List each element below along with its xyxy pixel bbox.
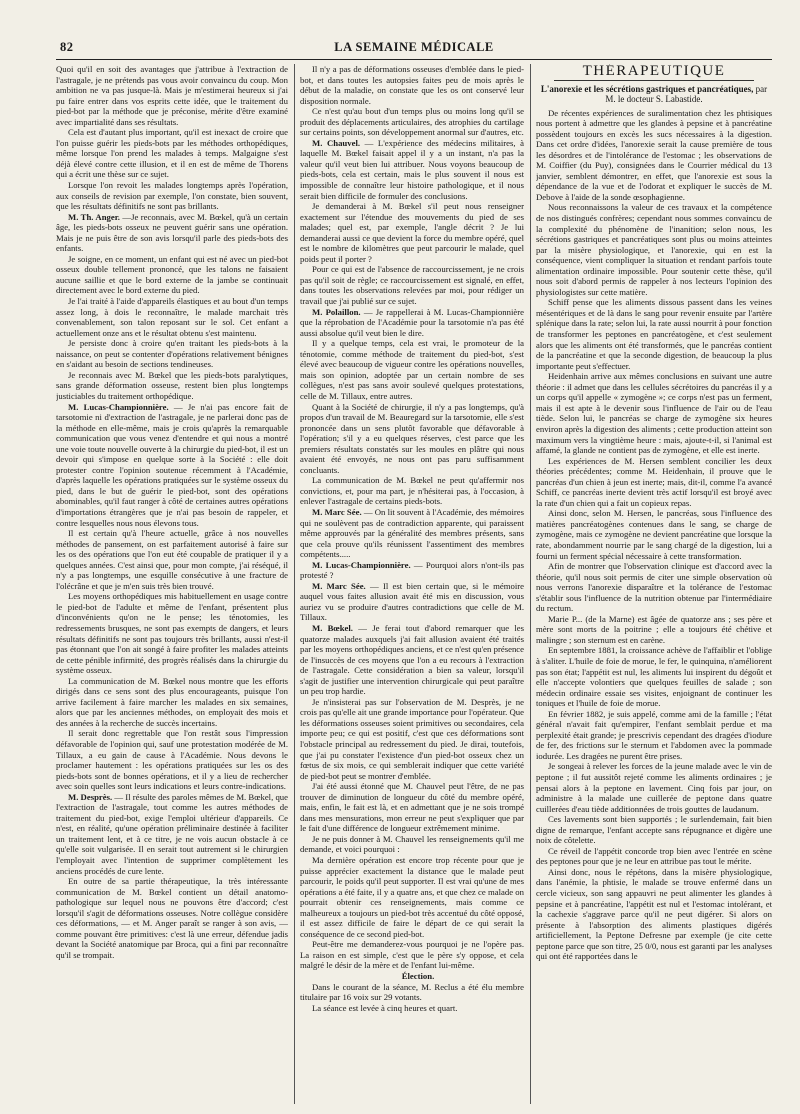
header-rule [56,59,772,60]
article-body [536,108,772,962]
paragraph [56,528,288,591]
paragraph-text: Je demanderai à M. Bœkel s'il peut nous renseigner exactement sur l'étendue des mouvements du pied de ses malades; quel est, par exemple, l'angle décrit ? Je lui demanderai aussi ce que devient la force du membre opéré, quel est le nombre de kilomètres que peut parcourir le malade, quel poids peut il porter ? [300,201,524,264]
speaker-name: M. Desprès. [68,791,113,802]
column-divider-2 [530,64,531,1104]
paragraph [56,127,288,180]
paragraph-text: Il est certain qu'à l'heure actuelle, grâce à nos nouvelles méthodes de pansement, on est parfaitement autorisé à faire sur les os des opérations que l'on eut été coupable de pratiquer il y a quelques années. C'est ainsi que, pour mon compte, j'ai réséqué, il n'y a pas longtemps, une esquille consécutive à une fracture de l'olécrâne et que je m'en suis très bien trouvé. [56,528,288,591]
paragraph [536,561,772,614]
paragraph-text: Il serait donc regrettable que l'on restât sous l'impression défavorable de l'opinion qui, sauf une protestation modérée de M. Tillaux, a eu gain de cause à l'Académie. Nous devons le proclamer hautement : les opérations pratiquées sur les os des pieds-bots sont de bonnes opérations, et il y a lieu de rechercher avec soin quelles sont leurs indications et leurs contre-indications. [56,728,288,792]
paragraph [56,180,288,212]
paragraph [56,296,288,338]
paragraph [300,581,524,623]
article-title-text: L'anorexie et les sécrétions gastriques et pancréatiques, [540,83,754,94]
section-rule [554,80,754,81]
speaker-name: M. Lucas-Championnière. [312,559,411,570]
paragraph-text: Ainsi donc, nous le répétons, dans la misère physiologique, dans l'anémie, la phtisie, le malade se trouve enfermé dans un cercle vicieux, son sang appauvri ne peut alimenter les glandes à pepsine et à pancréatine, l'appétit est nul et l'estomac intolérant, et la cachexie s'aggrave parce qu'il ne peut digérer. Si alors on présente à l'absorption des aliments plastiques digérés artificiellement, la Peptone Defresne par exemple (je cite cette peptone parce que son titre, 25 0/0, nous est garanti par les analyses qui ont été rapportées dans le [536,866,772,962]
paragraph [300,475,524,507]
paragraph [56,728,288,791]
paragraph-text: Les moyens orthopédiques mis habituellement en usage contre le pied-bot de l'adulte et même de l'enfant, présentent plus d'inconvénients qu'on ne le pense; les ténotomies, les redressements brusques, ne sont pas exempts de dangers, et leurs résultats définitifs ne sont pas toujours très brillants, aussi n'est-il pas étonnant que l'on ait songé à faire profiter les malades atteints de cette pénible infirmité, des progrès réalisés dans la chirurgie du système osseux. [56,591,288,676]
paragraph-text: Quant à la Société de chirurgie, il n'y a pas longtemps, qu'à propos d'un travail de M. Beauregard sur la tarsotomie, elle s'est prononcée dans un sens plutôt favorable que défavorable à l'opération; s'il y a eu quelques réserves, c'est parce que les premiers résultats constatés sur les moules en plâtre qui nous avaient été envoyés, ne nous ont pas paru suffisamment concluants. [300,401,524,475]
paragraph [56,338,288,370]
paragraph-text: — Il résulte des paroles mêmes de M. Bœkel, que l'extraction de l'astragale, tout comme les autres méthodes de traitement du pied-bot, exige l'emploi ultérieur d'appareils. Ce n'est, en réalité, qu'une opération préliminaire destinée à faciliter un traitement lent, et à ce titre, je ne vois aucun obstacle à ce qu'elle soit vulgarisée. Il en serait tout autrement si le chirurgien l'employait avec l'intention de supprimer complètement les anciens procédés de cure lente. [56,791,288,876]
paragraph [56,876,288,960]
article-author: par M. le docteur S. Labastide. [605,83,768,105]
paragraph [536,867,772,962]
paragraph-text: Il y a quelque temps, cela est vrai, le promoteur de la ténotomie, comme méthode de traitement du pied-bot, s'est élevé avec beaucoup de vigueur contre les opérations nouvelles, mais son opinion, adoptée par un certain nombre de ses collègues, n'est pas sans avoir soulevé quelques protestations, celle de M. Tillaux, entre autres. [300,338,524,401]
speaker-name: M. Marc Sée. [312,580,366,591]
paragraph [56,792,288,876]
paragraph [300,982,524,1003]
paragraph-text: Je songeai à relever les forces de la jeune malade avec le vin de peptone ; il fut aussitôt rejeté comme les aliments ordinaires ; je pensai alors à la peptone en lavement. Cinq fois par jour, on administre à la malade une cuillerée de peptone dans quatre cuillerées d'eau tiède additionnées de trois gouttes de laudanum. [536,761,772,814]
paragraph-text: La communication de M. Bœkel ne peut qu'affermir nos convictions, et, pour ma part, je n'hésiterai pas, à l'occasion, à enlever l'astragale de certains pieds-bots. [300,475,524,507]
paragraph-text: Peut-être me demanderez-vous pourquoi je ne l'opère pas. La raison en est simple, c'est que le père s'y oppose, et cela malgré le désir de la mère et de l'enfant lui-même. [300,939,524,971]
paragraph-text: — L'expérience des médecins militaires, à laquelle M. Bœkel faisait appel il y a un instant, n'a pas la valeur qu'il veut bien lui attribuer. Nous voyons beaucoup de pieds-bots, cela est certain, mais le plus souvent il nous est impossible de connaître leur histoire pathologique, et il nous serait bien difficile de formuler des conclusions. [300,137,524,201]
paragraph-text: Pour ce qui est de l'absence de raccourcissement, je ne crois pas qu'il soit de règle; ce raccourcissement est signalé, en effet, dans toutes les observations relevées par moi, pour rédiger un travail que j'ai publié sur ce sujet. [300,264,524,307]
paragraph-text: Je reconnais avec M. Bœkel que les pieds-bots paralytiques, sans grande déformation osseuse, restent bien plus longtemps justiciables du traitement orthopédique. [56,369,288,401]
paragraph [536,846,772,867]
running-head [56,40,772,58]
paragraph [300,834,524,855]
paragraph [536,645,772,708]
column-middle [300,64,524,1104]
paragraph-text: Dans le courant de la séance, M. Reclus a été élu membre titulaire par 16 voix sur 29 votants. [300,981,524,1003]
paragraph-text: Lorsque l'on revoit les malades longtemps après l'opération, aux conseils de revision par exemple, l'on constate, bien souvent, que les résultats définitifs ne sont pas brillants. [56,180,288,212]
paragraph [56,254,288,296]
article-title [536,84,772,105]
paragraph [300,138,524,201]
paragraph-text: Cela est d'autant plus important, qu'il est inexact de croire que l'on puisse guérir les pieds-bots par les méthodes orthopédiques, même lorsque l'on prend les malades à temps. Malgaigne s'est déjà élevé contre cette illusion, et il en est de même de Thorens qui a écrit une thèse sur ce sujet. [56,127,288,180]
paragraph [536,202,772,297]
paragraph [56,676,288,729]
column-right [536,64,772,1104]
paragraph [536,297,772,371]
paragraph-text: Je ne puis donner à M. Chauvel les renseignements qu'il me demande, et voici pourquoi : [300,833,524,855]
paragraph [300,402,524,476]
paragraph-text: — On lit souvent à l'Académie, des mémoires qui ne soulèvent pas de contradiction apparente, qui paraissent même approuvés par la généralité des membres présents, sans que cela prouve qu'ils réunissent l'assentiment des membres compétents..... [300,506,524,560]
paragraph [300,1003,524,1014]
paragraph [300,338,524,401]
paragraph [300,64,524,106]
paragraph-text: — Je n'ai pas encore fait de tarsotomie ni d'extraction de l'astragale, je ne parlerai donc pas de la méthode en elle-même, mais je crois qu'après la remarquable communication que vous venez d'entendre et qui nous a montré une voie toute nouvelle ouverte à la chirurgie du pied-bot, il est un devoir qui s'impose en quelque sorte à la Société : elle doit protester contre l'opinion soutenue récemment à l'Académie, d'après laquelle les opérations pratiquées sur le système osseux du pied, dans le but de guérir le pied-bot, sont des opérations abominables, qu'il faut ranger à côté de certaines autres opérations d'importations étrangères que je n'ai pas besoin de rappeler, et contre lesquelles nous nous élevons tous. [56,401,288,528]
column-left [56,64,288,1104]
journal-title: LA SEMAINE MÉDICALE [334,40,494,54]
paragraph [300,781,524,834]
paragraph [536,508,772,561]
paragraph [300,507,524,560]
speaker-name: M. Polaillon. [312,306,361,317]
paragraph-text: La séance est levée à cinq heures et quart. [312,1002,458,1013]
paragraph-text: Nous reconnaissons la valeur de ces travaux et la compétence de nos distingués confrères; cependant nous sommes convaincu de la complexité du phénomène de l'inanition; selon nous, les sécrétions gastriques et pancréatiques sont plus ou moins atteintes par la misère physiologique, et l'anorexie, qui en est la conséquence, vient compliquer la situation et rendant parfois toute alimentation ordinaire impossible. Pour soutenir cette thèse, qu'il nous soit d'abord permis de rappeler à nos lecteurs l'opinion des physiologistes sur cette matière. [536,202,772,297]
paragraph-text: Je soigne, en ce moment, un enfant qui est né avec un pied-bot osseux double tellement prononcé, que les talons ne faisaient aucune saillie et que le bord externe de la jambe se continuait directement avec le bord externe du pied. [56,253,288,296]
paragraph [300,623,524,697]
speaker-name: M. Bœkel. [312,622,353,633]
paragraph [536,709,772,762]
paragraph-text: Je persiste donc à croire qu'en traitant les pieds-bots à la naissance, on peut se contenter d'opérations relativement bénignes en s'aidant au besoin de sections tendineuses. [56,338,288,370]
speaker-name: M. Lucas-Championnière. [68,401,169,412]
paragraph-text: Ainsi donc, selon M. Hersen, le pancréas, sous l'influence des matières pancréatogènes contenues dans le sang, se charge de zymogène, mais ce zymogène ne devient pancréatine que lorsque la rate, abondamment nourrie par le sang chargé de la digestion, lui a fourni un ferment spécial nécessaire à cette transformation. [536,508,772,561]
paragraph [536,814,772,846]
paragraph-text: En février 1882, je suis appelé, comme ami de la famille ; l'état général n'avait fait qu'empirer, l'enfant semblait perdue et ma perplexité était grande; je prescrivis cependant des dragées d'iodure de fer, des frictions sur le sternum et l'abdomen avec la pommade iodurée. Les dragées ne purent être prises. [536,708,772,761]
column-divider-1 [294,64,295,1104]
paragraph-text: Heidenhain arrive aux mêmes conclusions en suivant une autre théorie : il admet que dans les cellules sécrétoires du pancréas il y a un corps qu'il appelle « zymogène »; ce corps n'est pas un ferment, mais il est apte à le devenir sous l'influence de l'air ou de l'eau tiède. Selon lui, le pancréas se charge de zymogène six heures environ après la digestion des aliments ; cette production atteint son maximum vers la vingtième heure : mais, ajoute-t-il, si l'animal est affamé, la glande ne contient pas de zymogène, et elle est inerte. [536,371,772,456]
paragraph [300,560,524,581]
paragraph-text: Je n'insisterai pas sur l'observation de M. Desprès, je ne crois pas qu'elle ait une grande importance pour l'opérateur. Que les déformations osseuses soient primitives ou secondaires, cela importe peu; ce qui est positif, c'est que ces déformations sont l'obstacle principal au redressement du pied. Je dirai, toutefois, que j'ai pu constater l'existence d'un pied-bot osseux chez un fœtus de six mois, ce qui semblerait indiquer que cette variété de pied-bot peut se montrer d'emblée. [300,696,524,781]
paragraph-text: En septembre 1881, la croissance achève de l'affaiblir et l'oblige à s'aliter. L'huile de foie de morue, le fer, le quinquina, n'améliorent pas son état; l'appétit est nul, les aliments lui inspirent du dégoût et elle n'accepte volontiers que quelques feuilles de salade ; son médecin ordinaire essaie ses visites, enjoignant de continuer les toniques et l'huile de foie de morue. [536,645,772,709]
paragraph-text: Les expériences de M. Hersen semblent concilier les deux théories précédentes; comme M. Heidenhain, il prouve que le pancréas d'un chien à jeun est inerte; mais, dit-il, comme l'a avancé Schiff, ce pancréas inerte devient très actif lorsqu'il est broyé avec la rate d'un chien qui a fait un copieux repas. [536,455,772,508]
speaker-name: M. Chauvel. [312,137,361,148]
paragraph [300,264,524,306]
paragraph-text: —Je reconnais, avec M. Bœkel, qu'à un certain âge, les pieds-bots osseux ne peuvent guérir sans une opération. Mais je ne puis être de son avis lorsqu'il parle des pieds-bots des enfants. [56,211,288,254]
paragraph [56,64,288,127]
paragraph-text: Ce n'est qu'au bout d'un temps plus ou moins long qu'il se produit des déplacements articulaires, des atrophies du cartilage sur certains points, son développement anormal sur d'autres, etc. [300,106,524,138]
paragraph-text: — Je ferai tout d'abord remarquer que les quatorze malades auxquels j'ai fait allusion avaient été traités par les moyens orthopédiques anciens, et ce n'est qu'en présence de l'insuccès de ces moyens que l'on a eu recours à l'extraction de l'astragale. Cette considération a bien sa valeur, lorsqu'il s'agit de justifier une intervention chirurgicale qui peut paraître un peu trop hardie. [300,622,524,697]
paragraph [56,402,288,529]
paragraph [300,201,524,264]
paragraph-text: — Pourquoi alors n'ont-ils pas protesté ? [300,559,524,581]
paragraph [56,370,288,402]
paragraph-text: J'ai été aussi étonné que M. Chauvel peut l'être, de ne pas trouver de diminution de longueur du côté du membre opéré, mais, enfin, le fait est là, et en admettant que je ne sois trompé dans mes mensurations, mon erreur ne peut s'expliquer que par le fait d'une différence de longueur extrêmement minime. [300,781,524,834]
paragraph [300,106,524,138]
paragraph-text: Schiff pense que les aliments dissous passent dans les veines mésentériques et de là dans le sang pour revenir ensuite par l'artère splénique dans la rate; selon lui, la rate aussi nourrit à pour fonction de transformer les peptones en pancréatogène, et c'est seulement alors que les aliments ont été transformés, que le pancréas contient de la pancréatine et que la seconde digestion, de beaucoup la plus importante peut s'effectuer. [536,297,772,371]
paragraph-text: Marie P... (de la Marne) est âgée de quatorze ans ; ses père et mère sont morts de la poitrine ; elle a toujours été chétive et malingre ; son sternum est en carène. [536,613,772,645]
paragraph [536,761,772,814]
paragraph-text: Quoi qu'il en soit des avantages que j'attribue à l'extraction de l'astragale, je ne prétends pas vous avoir convaincu du coup. Mon ambition ne va pas jusque-là. Mais je m'estimerai heureux si j'ai pu faire entrer dans vos esprits cette idée, que le traitement du pied-bot par la méthode que je préconise, mérite d'être examiné avec impartialité dans ses résultats. [56,64,288,127]
paragraph-text: La communication de M. Bœkel nous montre que les efforts dirigés dans ce sens sont des plus encourageants, puisque l'on arrive facilement à faire marcher les malades en six semaines, alors que par les anciennes méthodes, on employait des mois et des années à la recherche de succès incertains. [56,675,288,728]
paragraph [536,371,772,455]
paragraph-text: — Il est bien certain que, si le mémoire auquel vous faites allusion avait été mis en discussion, vous auriez vu se produire d'autres contradictions que celle de M. Tillaux. [300,580,524,623]
paragraph-text: De récentes expériences de suralimentation chez les phtisiques nous portent à admettre que les glandes à pepsine et à pancréatine possèdent toujours en excès les sucs nécessaires à la digestion. Dans cet ordre d'idées, l'anorexie serait la cause première de tous les désordres et de l'intolérance de l'estomac ; les observations de M. Coiffier (du Puy), consignées dans le Courrier médical du 13 janvier, semblent démontrer, en effet, que l'anorexie est sous la dépendance de la vue et de l'odorat et expliquer le succès de M. Debove à l'aide de la sonde œsophagienne. [536,107,772,202]
paragraph [536,614,772,646]
paragraph [300,307,524,339]
section-title: THÉRAPEUTIQUE [582,64,726,79]
paragraph [56,212,288,254]
paragraph [56,591,288,675]
paragraph-text: Ces lavements sont bien supportés ; le surlendemain, fait bien digne de remarque, l'enfant accepte sans répugnance et digère une noix de côtelette. [536,814,772,846]
paragraph-text: Ma dernière opération est encore trop récente pour que je puisse apprécier exactement la distance que le malade peut parcourir, le poids qu'il peut supporter. Il est vrai qu'une de mes opérations a été faite, il y a quatre ans, et que chez ce malade on pourrait obtenir ces renseignements, mais comme ce malheureux a toujours un pied-bot très accentué du côté opposé, il est assez difficile de faire le départ de ce qui serait la conséquence de ce second pied-bot. [300,855,524,939]
paragraph [300,697,524,781]
paragraph [300,939,524,971]
paragraph-text: — Je rappellerai à M. Lucas-Championnière que la réprobation de l'Académie pour la tarsotomie n'a pas été aussi absolue qu'il veut bien le dire. [300,306,524,338]
paragraph-text: Je l'ai traité à l'aide d'appareils élastiques et au bout d'un temps assez long, à dois le reconnaître, le malade marchait très convenablement, son talon reposant sur le sol. Cet enfant a actuellement onze ans et le résultat obtenu s'est maintenu. [56,296,288,338]
paragraph-text: Ce réveil de l'appétit concorde trop bien avec l'entrée en scène des peptones pour que je ne leur en attribue pas tout le mérite. [536,845,772,867]
page-number: 82 [60,40,74,54]
paragraph-text: En outre de sa partie thérapeutique, la très intéressante communication de M. Bœkel contient un détail anatomo-pathologique sur lequel nous ne pouvons être d'accord; c'est lorsqu'il s'agit de déformations osseuses. Notre collègue considère ces déformations, — et M. Anger paraît se ranger à son avis, — comme pouvant être primitives: c'est là une erreur, défendue jadis devant la Société anatomique par Broca, qui a fini par reconnaître qu'il se trompait. [56,876,288,960]
speaker-name: M. Marc Sée. [312,506,362,517]
paragraph-text: Afin de montrer que l'observation clinique est d'accord avec la théorie, qu'il nous soit permis de citer une simple observation où nous verrons l'anorexie disparaître et la tolérance de l'estomac s'établir sous l'influence de la nutrition obtenue par l'intermédiaire du rectum. [536,561,772,614]
speaker-name: M. Th. Anger. [68,211,120,222]
election-heading: Élection. [401,971,435,982]
paragraph [536,456,772,509]
paragraph [536,108,772,203]
paragraph-text: Il n'y a pas de déformations osseuses d'emblée dans le pied-bot, et dans toutes les autopsies faites peu de mois après le début de la maladie, on constate que les os ont conservé leur disposition normale. [300,64,524,106]
paragraph [300,855,524,939]
